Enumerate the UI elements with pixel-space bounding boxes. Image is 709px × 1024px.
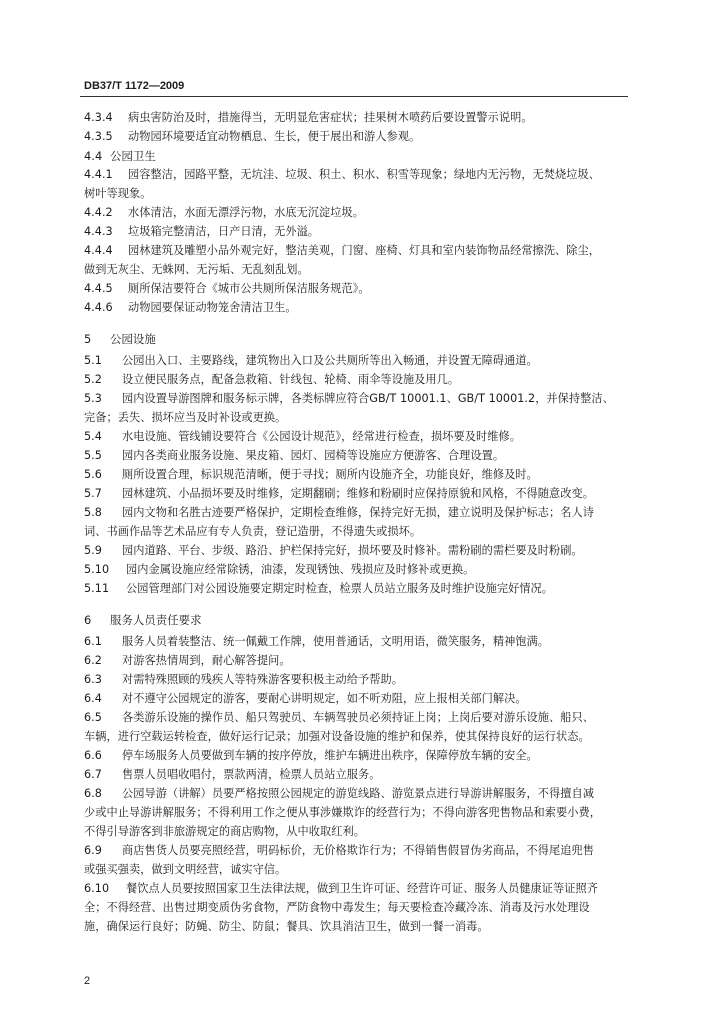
clause-number: 6.4 bbox=[84, 692, 102, 705]
text-line bbox=[0, 301, 297, 315]
clause-text: 厕所设置合理，标识规范清晰，便于寻找；厕所内设施齐全，功能良好，维修及时。 bbox=[122, 468, 538, 481]
clause-number: 4.4.5 bbox=[84, 282, 113, 295]
clause-number: 6.5 bbox=[84, 711, 102, 724]
clause-text: 服务人员责任要求 bbox=[110, 613, 202, 627]
clause-text: 不得引导游客到非旅游规定的商店购物，从中收取红利。 bbox=[84, 825, 365, 838]
clause-text: 园容整洁，园路平整，无坑洼、垃圾、积土、积水、积雪等现象；绿地内无污物，无焚烧垃圾、 bbox=[128, 168, 600, 181]
text-line bbox=[0, 882, 598, 896]
text-line bbox=[0, 806, 601, 820]
clause-text: 园林建筑、小品损坏要及时维修，定期翻刷；维修和粉刷时应保持原貌和风格，不得随意改变。 bbox=[122, 487, 594, 500]
clause-number: 5.2 bbox=[84, 373, 102, 386]
clause-text: 施，确保运行良好；防蝇、防尘、防鼠；餐具、饮具消洁卫生，做到一餐一消毒。 bbox=[84, 920, 489, 933]
clause-number: 6 bbox=[84, 613, 92, 627]
clause-number: 5 bbox=[84, 332, 92, 346]
clause-number: 5.7 bbox=[84, 487, 102, 500]
text-line bbox=[0, 654, 291, 668]
clause-text: 园内文物和名胜古迹要严格保护，定期检查维修，保持完好无损，建立说明及保护标志；名人诗 bbox=[122, 506, 594, 519]
clause-text: 公园出入口、主要路线，建筑物出入口及公共厕所等出入畅通，并设置无障碍通道。 bbox=[122, 354, 538, 367]
text-line bbox=[0, 111, 533, 125]
text-line bbox=[0, 244, 600, 258]
text-line bbox=[0, 282, 370, 296]
text-line bbox=[0, 525, 421, 539]
clause-text: 垃圾箱完整清洁，日产日清，无外溢。 bbox=[128, 225, 320, 238]
section-heading bbox=[0, 332, 156, 346]
clause-text: 园林建筑及雕塑小品外观完好，整洁美观，门窗、座椅、灯具和室内装饰物品经常擦洗、除尘， bbox=[128, 244, 600, 257]
clause-text: 餐饮点人员要按照国家卫生法律法规，做到卫生许可证、经营许可证、服务人员健康证等证照齐 bbox=[126, 882, 598, 895]
text-line bbox=[0, 168, 600, 182]
clause-text: 园内道路、平台、步级、路沿、护栏保持完好，损坏要及时修补。需粉刷的需栏要及时粉刷。 bbox=[122, 544, 583, 557]
clause-text: 对不遵守公园规定的游客，要耐心讲明规定，如不听劝阻，应上报相关部门解决。 bbox=[122, 692, 527, 705]
text-line bbox=[0, 468, 538, 482]
text-line bbox=[0, 354, 538, 368]
clause-number: 4.3.4 bbox=[84, 111, 113, 124]
text-line bbox=[0, 635, 549, 649]
text-line bbox=[0, 506, 594, 520]
clause-text: 园内金属设施应经常除锈，油漆，发现锈蚀、残损应及时修补或更换。 bbox=[126, 563, 475, 576]
text-line bbox=[0, 373, 459, 387]
clause-text: 对需特殊照顾的残疾人等特殊游客要积极主动给予帮助。 bbox=[122, 673, 403, 686]
clause-number: 5.3 bbox=[84, 392, 102, 405]
clause-number: 6.8 bbox=[84, 787, 102, 800]
text-line bbox=[0, 206, 364, 220]
clause-text: 公园卫生 bbox=[110, 149, 156, 163]
clause-number: 4.4.4 bbox=[84, 244, 113, 257]
clause-number: 6.2 bbox=[84, 654, 102, 667]
clause-text: 商店售货人员要亮照经营，明码标价，无价格欺诈行为；不得销售假冒伪劣商品，不得尾追兜售 bbox=[122, 844, 594, 857]
clause-number: 5.4 bbox=[84, 430, 102, 443]
clause-number: 5.1 bbox=[84, 354, 102, 367]
clause-number: 6.1 bbox=[84, 635, 102, 648]
section-heading bbox=[0, 149, 156, 163]
clause-text: 动物园环境要适宜动物栖息、生长，便于展出和游人参观。 bbox=[128, 130, 421, 143]
clause-number: 6.9 bbox=[84, 844, 102, 857]
clause-number: 4.4.3 bbox=[84, 225, 113, 238]
clause-text: 停车场服务人员要做到车辆的按序停放，维护车辆进出秩序，保障停放车辆的安全。 bbox=[122, 749, 538, 762]
clause-text: 动物园要保证动物笼舍清洁卫生。 bbox=[128, 301, 297, 314]
text-line bbox=[0, 130, 420, 144]
clause-text: 园内各类商业服务设施、果皮箱、园灯、园椅等设施应方便游客、合理设置。 bbox=[122, 449, 505, 462]
clause-text: 各类游乐设施的操作员、船只驾驶员、车辆驾驶员必须持证上岗；上岗后要对游乐设施、船只、 bbox=[122, 711, 594, 724]
text-line bbox=[0, 673, 403, 687]
text-line bbox=[0, 901, 590, 915]
text-line bbox=[0, 225, 319, 239]
clause-text: 园内设置导游图牌和服务标示牌，各类标牌应符合GB/T 10001.1、GB/T 10001.2，并保持整洁、 bbox=[122, 392, 614, 405]
clause-number: 6.7 bbox=[84, 768, 102, 781]
text-line bbox=[0, 544, 583, 558]
clause-number: 5.5 bbox=[84, 449, 102, 462]
clause-text: 词、书画作品等艺术品应有专人负责，登记造册，不得遗失或损坏。 bbox=[84, 525, 422, 538]
clause-text: 全；不得经营、出售过期变质伪劣食物，严防食物中毒发生；每天要检查冷藏冷冻、消毒及污水处理设 bbox=[84, 901, 590, 914]
clause-text: 少或中止导游讲解服务；不得利用工作之便从事涉嫌欺诈的经营行为；不得向游客兜售物品和索要小费， bbox=[84, 806, 601, 819]
clause-text: 服务人员着装整洁、统一佩戴工作牌，使用普通话，文明用语，微笑服务，精神饱满。 bbox=[122, 635, 550, 648]
text-line bbox=[0, 449, 504, 463]
clause-text: 做到无灰尘、无蛛网、无污垢、无乱刻乱划。 bbox=[84, 263, 309, 276]
clause-text: 车辆，进行空载运转检查，做好运行记录；加强对设备设施的维护和保养，使其保持良好的运行状态。 bbox=[84, 730, 590, 743]
text-line bbox=[0, 749, 538, 763]
page-number: 2 bbox=[84, 975, 91, 987]
text-line bbox=[0, 392, 614, 406]
text-line bbox=[0, 263, 309, 277]
text-line bbox=[0, 692, 527, 706]
clause-text: 对游客热情周到，耐心解答提问。 bbox=[122, 654, 291, 667]
text-line bbox=[0, 582, 553, 596]
clause-number: 4.4.2 bbox=[84, 206, 113, 219]
clause-text: 公园设施 bbox=[110, 332, 156, 346]
text-line bbox=[0, 768, 380, 782]
clause-number: 6.3 bbox=[84, 673, 102, 686]
section-heading bbox=[0, 613, 202, 627]
clause-text: 水电设施、管线铺设要符合《公园设计规范》，经常进行检查，损坏要及时维修。 bbox=[122, 430, 521, 443]
clause-number: 4.3.5 bbox=[84, 130, 113, 143]
text-line bbox=[0, 863, 286, 877]
clause-number: 5.11 bbox=[84, 582, 110, 595]
header-rule bbox=[80, 96, 628, 97]
text-line bbox=[0, 563, 474, 577]
standard-code: DB37/T 1172—2009 bbox=[84, 80, 185, 92]
text-line bbox=[0, 730, 590, 744]
clause-number: 4.4 bbox=[84, 149, 103, 163]
clause-text: 树叶等现象。 bbox=[84, 187, 152, 200]
clause-text: 设立便民服务点，配备急救箱、针线包、轮椅、雨伞等设施及用几。 bbox=[122, 373, 460, 386]
text-line bbox=[0, 487, 594, 501]
clause-number: 4.4.6 bbox=[84, 301, 113, 314]
clause-text: 厕所保洁要符合《城市公共厕所保洁服务规范》。 bbox=[128, 282, 370, 295]
text-line bbox=[0, 920, 489, 934]
clause-text: 或强买强卖，做到文明经营，诚实守信。 bbox=[84, 863, 287, 876]
clause-text: 完备；丢失、损坏应当及时补设或更换。 bbox=[84, 411, 287, 424]
clause-number: 6.6 bbox=[84, 749, 102, 762]
clause-text: 病虫害防治及时，措施得当，无明显危害症状；挂果树木喷药后要设置警示说明。 bbox=[128, 111, 533, 124]
clause-number: 5.8 bbox=[84, 506, 102, 519]
clause-text: 水体清洁，水面无漂浮污物，水底无沉淀垃圾。 bbox=[128, 206, 364, 219]
clause-text: 公园管理部门对公园设施要定期定时检查，检票人员站立服务及时维护设施完好情况。 bbox=[126, 582, 554, 595]
text-line bbox=[0, 411, 286, 425]
text-line bbox=[0, 825, 365, 839]
clause-number: 6.10 bbox=[84, 882, 110, 895]
clause-number: 5.10 bbox=[84, 563, 110, 576]
text-line bbox=[0, 430, 521, 444]
clause-text: 售票人员唱收唱付，票款两清，检票人员站立服务。 bbox=[122, 768, 381, 781]
text-line bbox=[0, 187, 151, 201]
clause-text: 公园导游（讲解）员要严格按照公园规定的游览线路、游览景点进行导游讲解服务，不得擅自减 bbox=[122, 787, 594, 800]
text-line bbox=[0, 844, 594, 858]
clause-number: 5.6 bbox=[84, 468, 102, 481]
text-line bbox=[0, 711, 594, 725]
clause-number: 4.4.1 bbox=[84, 168, 113, 181]
text-line bbox=[0, 787, 594, 801]
clause-number: 5.9 bbox=[84, 544, 102, 557]
